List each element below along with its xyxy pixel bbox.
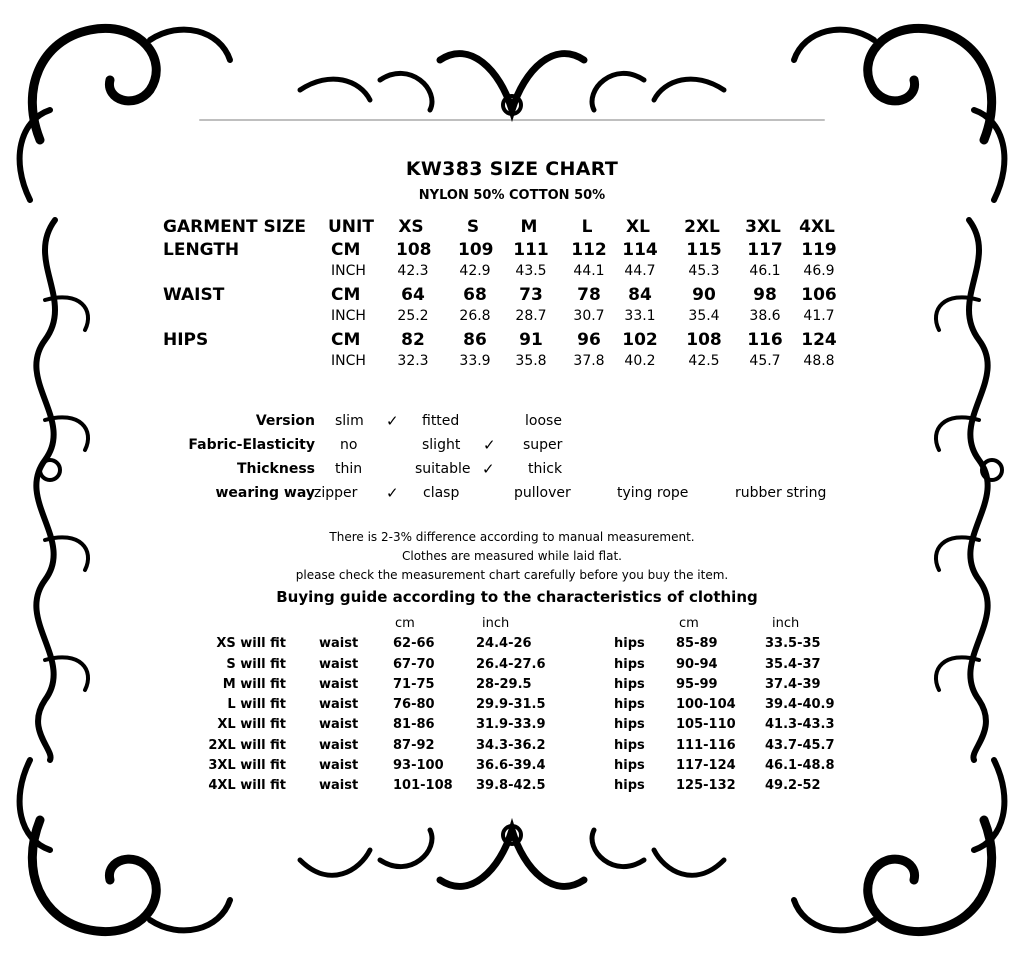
waist-cm-range: 62-66 [393,636,435,652]
waist-inch-range: 39.8-42.5 [476,778,546,794]
size-m-header: M [520,217,538,237]
inch-value: 42.3 [397,263,429,279]
attribute-label: wearing way [215,485,315,501]
measurement-inch-row [163,263,863,285]
inch-value: 32.3 [397,353,429,369]
buying-guide-rows [0,636,900,798]
cm-value: 78 [577,285,601,305]
waist-cm-range: 87-92 [393,737,435,753]
hips-label: hips [614,697,645,713]
attribute-option: suitable [415,461,471,477]
inch-value: 46.1 [749,263,781,279]
buying-guide-row [0,758,900,778]
cm-value: 86 [463,330,487,350]
hips-cm-header: cm [679,616,699,631]
waist-inch-range: 24.4-26 [476,636,532,652]
hips-inch-header: inch [772,616,800,631]
inch-value: 48.8 [803,353,835,369]
attribute-option: clasp [423,485,460,501]
attribute-option: zipper [314,485,358,501]
fit-size-label: XS will fit [216,636,286,652]
unit-inch: INCH [331,263,366,279]
size-table-header-row [163,217,863,240]
measurement-inch-row [163,353,863,375]
buying-guide-row [0,738,900,758]
cm-value: 112 [571,240,607,260]
measurement-label: HIPS [163,330,209,350]
measurement-rows [163,240,863,375]
buying-guide-row [0,778,900,798]
attribute-option: pullover [514,485,571,501]
hips-label: hips [614,636,645,652]
check-mark-icon: ✓ [482,460,495,478]
cm-value: 98 [753,285,777,305]
page-title: KW383 SIZE CHART [405,158,619,180]
attribute-option: tying rope [617,485,689,501]
fit-size-label: 3XL will fit [208,758,286,774]
fit-size-label: 2XL will fit [208,737,286,753]
cm-value: 91 [519,330,543,350]
attribute-label: Fabric-Elasticity [188,437,315,453]
size-s-header: S [466,217,480,237]
size-xl-header: XL [626,217,650,237]
waist-cm-range: 81-86 [393,717,435,733]
garment-attributes [150,413,850,509]
fit-size-label: L will fit [227,697,286,713]
waist-label: waist [319,676,359,692]
hips-inch-range: 49.2-52 [765,778,821,794]
fit-size-label: XL will fit [217,717,286,733]
cm-value: 102 [622,330,658,350]
waist-label: waist [319,717,359,733]
unit-header: UNIT [328,217,374,237]
right-side-vine [936,220,1002,760]
hips-inch-range: 43.7-45.7 [765,737,835,753]
inch-value: 40.2 [624,353,656,369]
hips-cm-range: 111-116 [676,737,736,753]
inch-value: 25.2 [397,308,429,324]
attribute-row [150,437,850,461]
inch-value: 42.9 [459,263,491,279]
inch-value: 37.8 [573,353,605,369]
cm-value: 114 [622,240,658,260]
attribute-option: slight [422,437,461,453]
cm-value: 115 [686,240,722,260]
inch-value: 35.8 [515,353,547,369]
top-center-ornament [300,54,724,114]
waist-label: waist [319,737,359,753]
measurement-cm-row [163,330,863,353]
check-mark-icon: ✓ [483,436,496,454]
waist-label: waist [319,778,359,794]
attribute-option: thin [335,461,363,477]
hips-inch-range: 41.3-43.3 [765,717,835,733]
attribute-option: no [340,437,358,453]
hips-inch-range: 39.4-40.9 [765,697,835,713]
garment-size-header: GARMENT SIZE [163,217,306,237]
buying-guide-header-row [0,616,900,636]
size-4xl-header: 4XL [799,217,835,237]
waist-label: waist [319,758,359,774]
measurement-cm-row [163,285,863,308]
size-2xl-header: 2XL [684,217,720,237]
note-measurement-difference: There is 2-3% difference according to manual measurement. [329,530,695,544]
buying-guide-row [0,636,900,656]
waist-inch-range: 26.4-27.6 [476,656,546,672]
cm-value: 64 [401,285,425,305]
inch-value: 42.5 [688,353,720,369]
note-laid-flat: Clothes are measured while laid flat. [402,549,622,563]
cm-value: 117 [747,240,783,260]
size-l-header: L [581,217,593,237]
buying-guide-row [0,677,900,697]
check-mark-icon: ✓ [386,484,399,502]
cm-value: 82 [401,330,425,350]
size-xs-header: XS [398,217,424,237]
cm-value: 111 [513,240,549,260]
cm-value: 90 [692,285,716,305]
inch-value: 45.3 [688,263,720,279]
attribute-rows [150,413,850,509]
size-3xl-header: 3XL [745,217,781,237]
waist-inch-range: 29.9-31.5 [476,697,546,713]
cm-value: 68 [463,285,487,305]
inch-value: 30.7 [573,308,605,324]
buying-guide-row [0,717,900,737]
inch-value: 45.7 [749,353,781,369]
inch-value: 28.7 [515,308,547,324]
attribute-option: thick [528,461,563,477]
unit-cm: CM [331,240,361,260]
waist-cm-range: 67-70 [393,656,435,672]
measurement-cm-row [163,240,863,263]
waist-inch-range: 28-29.5 [476,676,532,692]
buying-guide-title: Buying guide according to the characteristics of clothing [276,588,758,606]
measurement-label: LENGTH [163,240,240,260]
waist-label: waist [319,636,359,652]
attribute-label: Version [255,413,315,429]
hips-label: hips [614,737,645,753]
inch-value: 41.7 [803,308,835,324]
cm-value: 124 [801,330,837,350]
cm-value: 119 [801,240,837,260]
material-composition: NYLON 50% COTTON 50% [418,188,606,203]
hips-inch-range: 33.5-35 [765,636,821,652]
waist-inch-header: inch [482,616,510,631]
waist-inch-range: 36.6-39.4 [476,758,546,774]
buying-guide-row [0,657,900,677]
attribute-option: fitted [422,413,460,429]
hips-inch-range: 37.4-39 [765,676,821,692]
attribute-option: rubber string [735,485,827,501]
cm-value: 116 [747,330,783,350]
inch-value: 26.8 [459,308,491,324]
buying-guide-row [0,697,900,717]
attribute-label: Thickness [236,461,315,477]
hips-label: hips [614,758,645,774]
hips-label: hips [614,778,645,794]
attribute-option: loose [525,413,562,429]
buying-guide-table [0,616,900,799]
bottom-center-ornament [300,826,724,886]
waist-cm-range: 101-108 [393,778,453,794]
unit-cm: CM [331,285,361,305]
attribute-row [150,461,850,485]
waist-label: waist [319,656,359,672]
size-table [163,217,863,375]
check-mark-icon: ✓ [386,412,399,430]
waist-inch-range: 31.9-33.9 [476,717,546,733]
fit-size-label: S will fit [226,656,286,672]
waist-inch-range: 34.3-36.2 [476,737,546,753]
hips-label: hips [614,676,645,692]
fit-size-label: M will fit [222,676,286,692]
hips-cm-range: 95-99 [676,676,718,692]
inch-value: 46.9 [803,263,835,279]
hips-cm-range: 100-104 [676,697,736,713]
measurement-label: WAIST [163,285,225,305]
fit-size-label: 4XL will fit [208,778,286,794]
cm-value: 108 [396,240,432,260]
measurement-inch-row [163,308,863,330]
cm-value: 96 [577,330,601,350]
attribute-option: super [523,437,563,453]
hips-cm-range: 85-89 [676,636,718,652]
unit-inch: INCH [331,353,366,369]
unit-cm: CM [331,330,361,350]
inch-value: 35.4 [688,308,720,324]
unit-inch: INCH [331,308,366,324]
waist-cm-range: 71-75 [393,676,435,692]
hips-cm-range: 90-94 [676,656,718,672]
cm-value: 108 [686,330,722,350]
inch-value: 38.6 [749,308,781,324]
inch-value: 33.9 [459,353,491,369]
attribute-row [150,485,850,509]
inch-value: 33.1 [624,308,656,324]
attribute-row [150,413,850,437]
hips-inch-range: 35.4-37 [765,656,821,672]
hips-cm-range: 105-110 [676,717,736,733]
inch-value: 43.5 [515,263,547,279]
cm-value: 109 [458,240,494,260]
hips-label: hips [614,656,645,672]
attribute-option: slim [335,413,364,429]
inch-value: 44.7 [624,263,656,279]
waist-cm-header: cm [395,616,415,631]
hips-cm-range: 117-124 [676,758,736,774]
cm-value: 84 [628,285,652,305]
inch-value: 44.1 [573,263,605,279]
cm-value: 106 [801,285,837,305]
hips-label: hips [614,717,645,733]
hips-cm-range: 125-132 [676,778,736,794]
waist-label: waist [319,697,359,713]
note-check-chart: please check the measurement chart carefully before you buy the item. [295,568,729,582]
waist-cm-range: 93-100 [393,758,444,774]
cm-value: 73 [519,285,543,305]
waist-cm-range: 76-80 [393,697,435,713]
hips-inch-range: 46.1-48.8 [765,758,835,774]
